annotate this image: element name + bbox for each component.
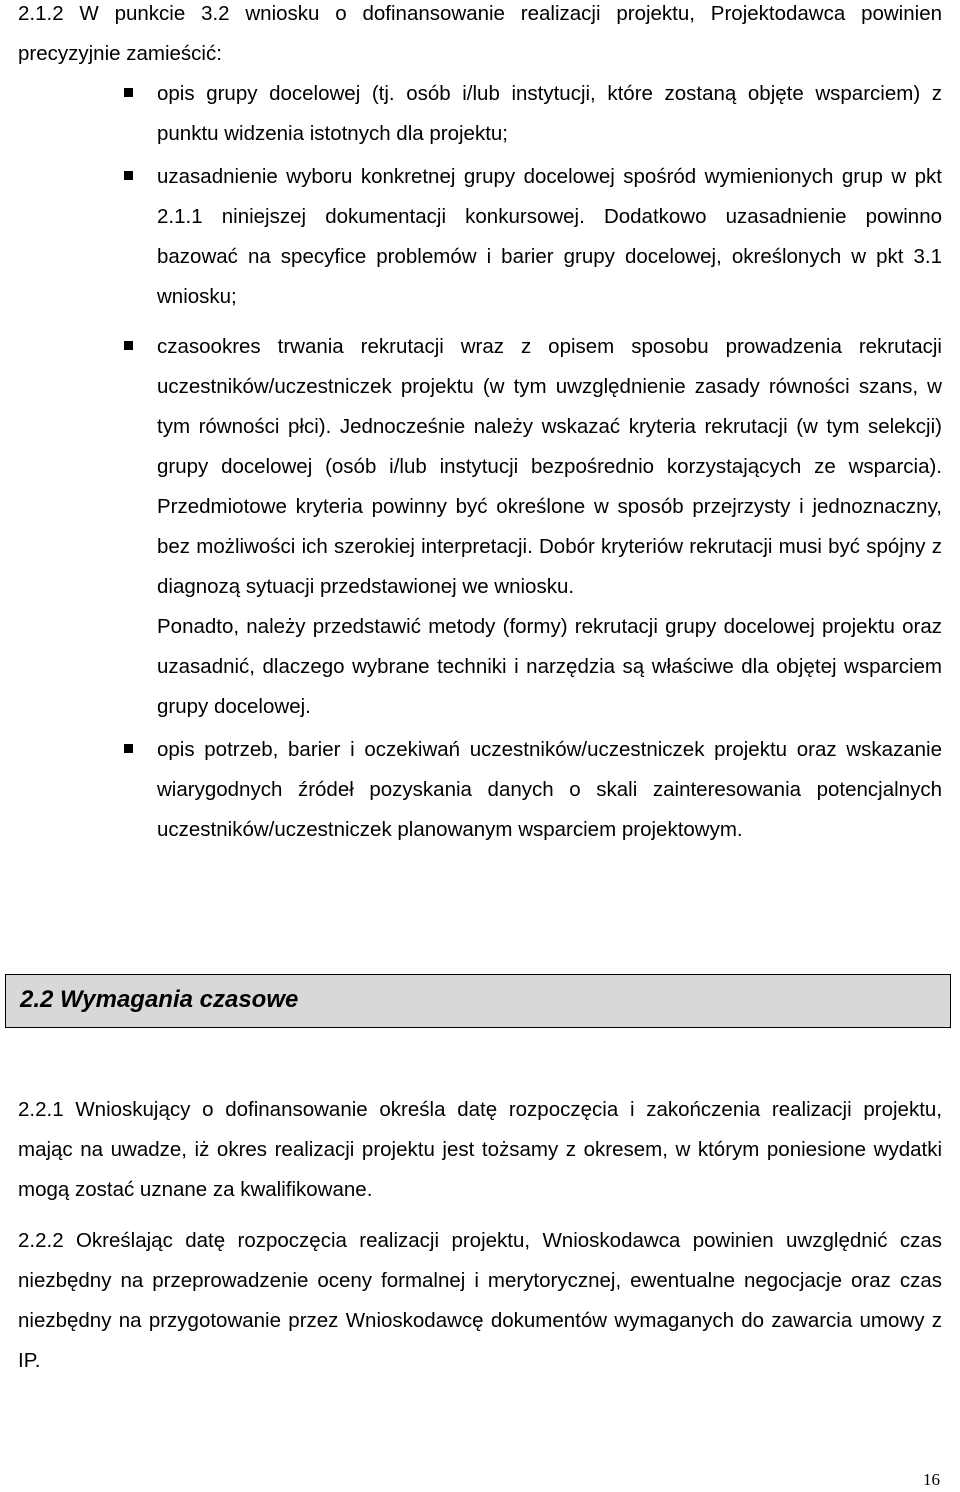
section-heading: 2.2 Wymagania czasowe (20, 986, 299, 1013)
bullet-continuation-text: Ponadto, należy przedstawić metody (formy) rekrutacji grupy docelowej projektu oraz uzasadnić, dlaczego wybrane techniki i narzędzia są właściwe dla objętej wsparciem grupy docelowej. (157, 615, 942, 718)
page-number: 16 (923, 1470, 940, 1489)
bullet-list (0, 74, 960, 853)
bullet-text: opis potrzeb, barier i oczekiwań uczestników/uczestniczek projektu oraz wskazanie wiarygodnych źródeł pozyskania danych o skali zainteresowania potencjalnych uczestników/uczestniczek planowanym wsparciem projektowym. (157, 738, 942, 841)
paragraph-2-2-1: 2.2.1 Wnioskujący o dofinansowanie określa datę rozpoczęcia i zakończenia realizacji projektu, mając na uwadze, iż okres realizacji projektu jest tożsamy z okresem, w którym poniesione wydatki mogą zostać uznane za kwalifikowane. (18, 1098, 942, 1201)
bullet-text: opis grupy docelowej (tj. osób i/lub instytucji, które zostaną objęte wsparciem) z punktu widzenia istotnych dla projektu; (157, 82, 942, 145)
bullet-item-3 (157, 327, 942, 727)
square-bullet-icon (124, 88, 133, 97)
square-bullet-icon (124, 744, 133, 753)
paragraph-2-2-2: 2.2.2 Określając datę rozpoczęcia realizacji projektu, Wnioskodawca powinien uwzględnić czas niezbędny na przeprowadzenie oceny formalnej i merytorycznej, ewentualne negocjacje oraz czas niezbędny na przygotowanie przez Wnioskodawcę dokumentów wymaganych do zawarcia umowy z IP. (18, 1229, 942, 1372)
square-bullet-icon (124, 341, 133, 350)
bullet-text: uzasadnienie wyboru konkretnej grupy docelowej spośród wymienionych grup w pkt 2.1.1 niniejszej dokumentacji konkursowej. Dodatkowo uzasadnienie powinno bazować na specyfice problemów i barier grupy docelowej, określonych w pkt 3.1 wniosku; (157, 165, 942, 308)
bullet-item-2 (157, 157, 942, 317)
bullet-item-1 (157, 74, 942, 154)
square-bullet-icon (124, 171, 133, 180)
bullet-item-4 (157, 730, 942, 850)
section-heading-box (5, 974, 951, 1028)
bullet-text: czasookres trwania rekrutacji wraz z opisem sposobu prowadzenia rekrutacji uczestników/uczestniczek projektu (w tym uwzględnienie zasady równości szans, w tym równości płci). Jednocześnie należy wskazać kryteria rekrutacji (w tym selekcji) grupy docelowej (osób i/lub instytucji bezpośrednio korzystających ze wsparcia). Przedmiotowe kryteria powinny być określone w sposób przejrzysty i jednoznaczny, bez możliwości ich szerokiej interpretacji. Dobór kryteriów rekrutacji musi być spójny z diagnozą sytuacji przedstawionej we wniosku. (157, 335, 942, 598)
intro-paragraph: 2.1.2 W punkcie 3.2 wniosku o dofinansowanie realizacji projektu, Projektodawca powinien precyzyjnie zamieścić: (18, 2, 942, 65)
